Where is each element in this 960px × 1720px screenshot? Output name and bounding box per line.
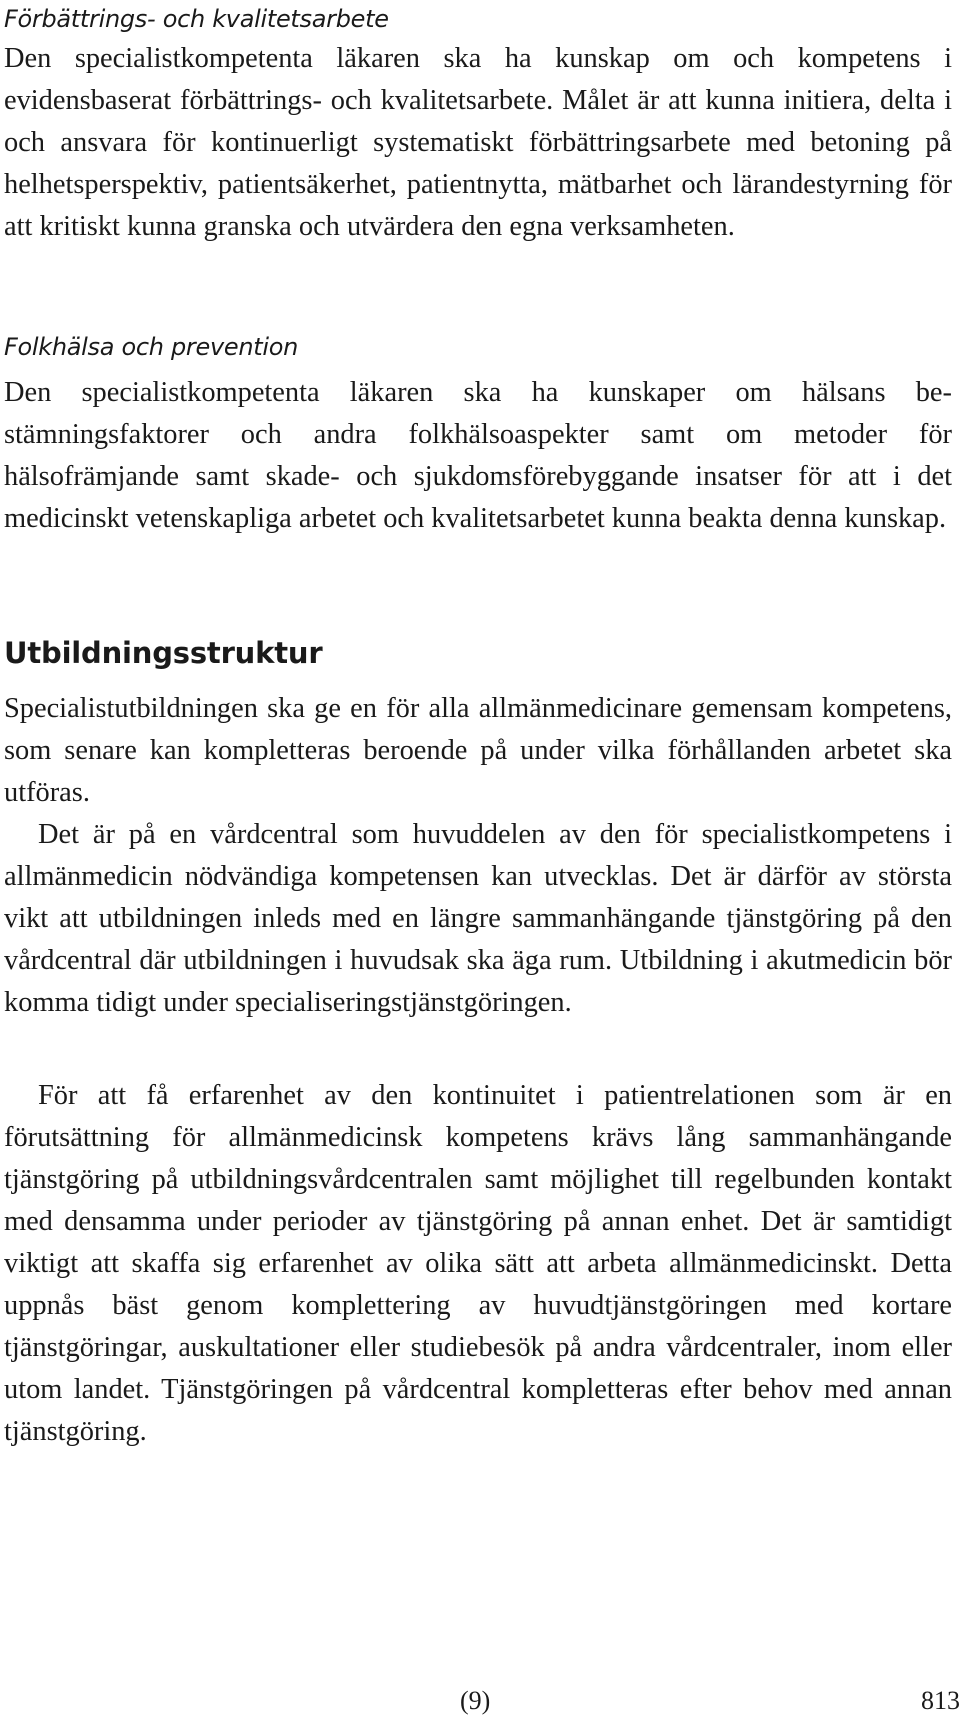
section-heading-utbildningsstruktur: Utbildningsstruktur	[4, 636, 323, 670]
subheading-folkhalsa: Folkhälsa och prevention	[4, 333, 299, 361]
footer-section-number: (9)	[460, 1686, 491, 1715]
paragraph-utbildning-3: För att få erfarenhet av den kontinuitet i patientrelationen som är en förutsättning för allmänmedicinsk kompetens krävs lång sammanhängande tjänstgöring på utbildningsvårdcentralen samt möjlighet till regelbunden kontakt med densamma under perioder av tjänstgöring på annan enhet. Det är samtidigt viktigt att skaffa sig erfarenhet av olika sätt att arbeta allmänmedicinskt. Detta uppnås bäst genom komplettering av huvudtjänstgöringen med kortare tjänstgöringar, auskultationer eller studiebesök på andra vårdcentraler, inom eller utom landet. Tjänstgöringen på vårdcentral kompletteras efter behov med annan tjänstgöring.	[4, 1080, 952, 1447]
paragraph-utbildning-1: Specialistutbildningen ska ge en för alla allmänmedicinare gemensam kompetens, som senare kan kompletteras beroende på under vilka förhållanden arbetet ska utföras.	[4, 693, 952, 808]
subheading-forbattring: Förbättrings- och kvalitetsarbete	[4, 5, 389, 33]
paragraph-forbattring: Den specialistkompetenta läkaren ska ha kunskap om och kompetens i evidensbaserat förbättrings- och kvalitetsarbete. Målet är att kunna initiera, delta i och ansvara för kontinuerligt systematiskt förbättringsarbete med betoning på helhetsperspektiv, patientsäkerhet, patientnytta, mätbarhet och lärandestyrning för att kritiskt kunna granska och utvärdera den egna verksamheten.	[4, 43, 952, 242]
paragraph-folkhalsa: Den specialistkompetenta läkaren ska ha kunskaper om hälsans bestämningsfaktorer och andra folkhälsoaspekter samt om metoder för hälsofrämjande samt skade- och sjukdomsförebyggande insatser för att i det medicinskt vetenskapliga arbetet och kvalitetsarbetet kunna beakta denna kunskap.	[4, 377, 952, 534]
paragraph-utbildning-2: Det är på en vårdcentral som huvuddelen av den för specialistkompetens i allmänmedicin nödvändiga kompetensen kan utvecklas. Det är därför av största vikt att utbildningen inleds med en längre sammanhängande tjänstgöring på den vårdcentral där utbildningen i huvudsak ska äga rum. Utbildning i akutmedicin bör komma tidigt under specialiseringstjänstgöringen.	[4, 819, 952, 1018]
footer-page-number: 813	[921, 1686, 960, 1715]
